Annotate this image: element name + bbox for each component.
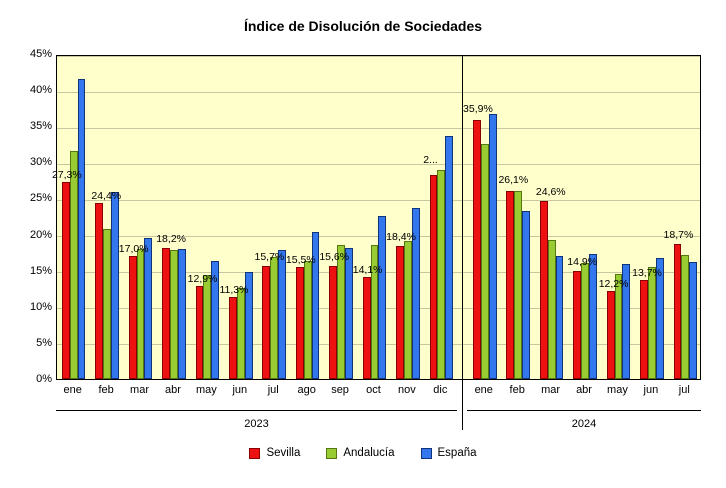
data-label: 18,2% bbox=[156, 232, 186, 245]
y-axis-tick-label: 25% bbox=[29, 192, 52, 205]
year-label: 2023 bbox=[244, 418, 269, 430]
data-label: 14,9% bbox=[567, 256, 598, 269]
x-axis-tick-label: abr bbox=[165, 384, 181, 396]
x-axis-tick-label: oct bbox=[366, 384, 381, 396]
bar-sevilla-2 bbox=[129, 256, 137, 379]
bar-sevilla-4 bbox=[196, 286, 204, 379]
gridline bbox=[57, 200, 700, 201]
x-axis-tick-label: nov bbox=[398, 384, 416, 396]
x-axis-tick-label: jul bbox=[678, 384, 690, 396]
bar-sevilla-14 bbox=[540, 201, 548, 379]
year-group-underline bbox=[467, 410, 701, 411]
bar-andalucia-7 bbox=[304, 261, 312, 379]
data-label: 18,4% bbox=[386, 231, 416, 244]
data-label: 11,3% bbox=[219, 284, 249, 297]
bar-sevilla-1 bbox=[95, 203, 103, 379]
legend-item-andalucía[interactable] bbox=[326, 447, 394, 459]
bar-sevilla-10 bbox=[396, 246, 404, 379]
bar-andalucia-4 bbox=[203, 275, 211, 379]
bar-sevilla-0 bbox=[62, 182, 70, 379]
bar-espana-3 bbox=[178, 249, 186, 379]
y-axis-tick-label: 45% bbox=[29, 48, 52, 60]
year-label: 2024 bbox=[571, 418, 597, 430]
x-axis-tick-label: dic bbox=[433, 384, 448, 396]
year-group-separator bbox=[462, 55, 463, 430]
legend-item-españa[interactable] bbox=[421, 447, 477, 459]
data-label: 27,3% bbox=[51, 168, 82, 181]
bar-andalucia-8 bbox=[337, 245, 345, 379]
gridline bbox=[57, 164, 700, 165]
legend-item-sevilla[interactable] bbox=[249, 447, 300, 459]
data-label: 12,9% bbox=[187, 272, 218, 285]
y-axis-tick-label: 40% bbox=[29, 84, 52, 97]
bar-andalucia-1 bbox=[103, 229, 111, 379]
gridline bbox=[57, 128, 700, 129]
y-axis-tick-label: 10% bbox=[29, 300, 52, 313]
x-axis-tick-label: feb bbox=[98, 384, 114, 396]
bar-espana-0 bbox=[78, 79, 86, 379]
legend-swatch-icon bbox=[326, 448, 337, 459]
x-axis-tick-label: may bbox=[195, 384, 217, 396]
bar-andalucia-3 bbox=[170, 250, 178, 379]
bar-andalucia-15 bbox=[581, 263, 589, 379]
bar-sevilla-18 bbox=[674, 244, 682, 379]
bar-andalucia-17 bbox=[648, 267, 656, 379]
x-axis-tick-label: jun bbox=[232, 384, 248, 396]
bar-andalucia-5 bbox=[237, 288, 245, 379]
bar-sevilla-7 bbox=[296, 267, 304, 379]
y-axis-tick-label: 20% bbox=[29, 228, 52, 241]
data-label: 17,0% bbox=[118, 243, 149, 256]
data-label: 24,6% bbox=[535, 186, 566, 199]
bar-sevilla-5 bbox=[229, 297, 237, 379]
y-axis-tick-label: 30% bbox=[29, 156, 52, 169]
x-axis-tick-label: mar bbox=[541, 384, 561, 396]
y-axis-tick-label: 35% bbox=[29, 120, 52, 133]
bar-andalucia-13 bbox=[514, 191, 522, 379]
bar-espana-15 bbox=[589, 254, 597, 379]
data-label: 15,5% bbox=[285, 254, 316, 267]
legend-item-label: España bbox=[437, 447, 477, 459]
bar-andalucia-14 bbox=[548, 240, 556, 379]
y-axis-tick-label: 0% bbox=[36, 373, 52, 385]
data-label: 12,2% bbox=[598, 277, 629, 290]
data-label: 2... bbox=[423, 154, 438, 167]
y-axis-tick-label: 15% bbox=[29, 264, 52, 277]
bar-sevilla-6 bbox=[262, 266, 270, 379]
bar-andalucia-6 bbox=[270, 257, 278, 379]
bar-sevilla-15 bbox=[573, 271, 581, 379]
bar-sevilla-16 bbox=[607, 291, 615, 379]
data-label: 18,7% bbox=[663, 228, 694, 241]
x-axis-tick-label: sep bbox=[331, 384, 349, 396]
data-label: 15,7% bbox=[254, 250, 285, 263]
x-axis-tick-label: ene bbox=[63, 384, 82, 396]
x-axis-tick-label: ago bbox=[297, 384, 316, 396]
legend-swatch-icon bbox=[421, 448, 432, 459]
legend-swatch-icon bbox=[249, 448, 260, 459]
gridline bbox=[57, 92, 700, 93]
x-axis-tick-label: may bbox=[607, 384, 628, 396]
bar-andalucia-12 bbox=[481, 144, 489, 379]
legend-item-label: Sevilla bbox=[266, 447, 301, 459]
bar-andalucia-0 bbox=[70, 151, 78, 379]
data-label: 15,6% bbox=[319, 251, 350, 264]
bar-andalucia-18 bbox=[681, 255, 689, 379]
x-axis-tick-label: mar bbox=[130, 384, 149, 396]
bar-espana-6 bbox=[278, 250, 286, 379]
year-group-underline bbox=[56, 410, 457, 411]
x-axis bbox=[56, 380, 701, 440]
y-axis-tick-label: 5% bbox=[36, 336, 52, 349]
data-label: 13,7% bbox=[632, 267, 662, 280]
x-axis-tick-label: abr bbox=[576, 384, 592, 396]
chart-title: Índice de Disolución de Sociedades bbox=[243, 18, 483, 34]
bar-sevilla-13 bbox=[506, 191, 514, 380]
legend-item-label: Andalucía bbox=[343, 447, 395, 459]
bar-sevilla-9 bbox=[363, 277, 371, 379]
data-label: 26,1% bbox=[498, 173, 529, 186]
x-axis-tick-label: jul bbox=[267, 384, 279, 396]
bar-espana-13 bbox=[522, 211, 530, 379]
bar-andalucia-2 bbox=[137, 249, 145, 379]
gridline bbox=[57, 56, 700, 57]
x-axis-tick-label: jun bbox=[643, 384, 659, 396]
data-label: 35,9% bbox=[463, 102, 493, 115]
chart-legend bbox=[0, 447, 726, 459]
bar-espana-18 bbox=[689, 262, 697, 379]
bar-sevilla-17 bbox=[640, 280, 648, 379]
x-axis-tick-label: feb bbox=[509, 384, 525, 396]
data-label: 14,1% bbox=[352, 264, 383, 277]
bar-andalucia-10 bbox=[404, 241, 412, 379]
bar-espana-11 bbox=[445, 136, 453, 379]
plot-area bbox=[56, 55, 701, 380]
data-label: 24,4% bbox=[91, 189, 122, 202]
bar-sevilla-3 bbox=[162, 248, 170, 379]
bar-andalucia-11 bbox=[437, 170, 445, 379]
bar-sevilla-8 bbox=[329, 266, 337, 379]
bar-espana-12 bbox=[489, 114, 497, 379]
x-axis-tick-label: ene bbox=[474, 384, 493, 396]
bar-espana-2 bbox=[144, 238, 152, 379]
bar-sevilla-12 bbox=[473, 120, 481, 379]
bar-espana-14 bbox=[556, 256, 564, 380]
bar-sevilla-11 bbox=[430, 175, 438, 379]
bar-espana-1 bbox=[111, 192, 119, 379]
